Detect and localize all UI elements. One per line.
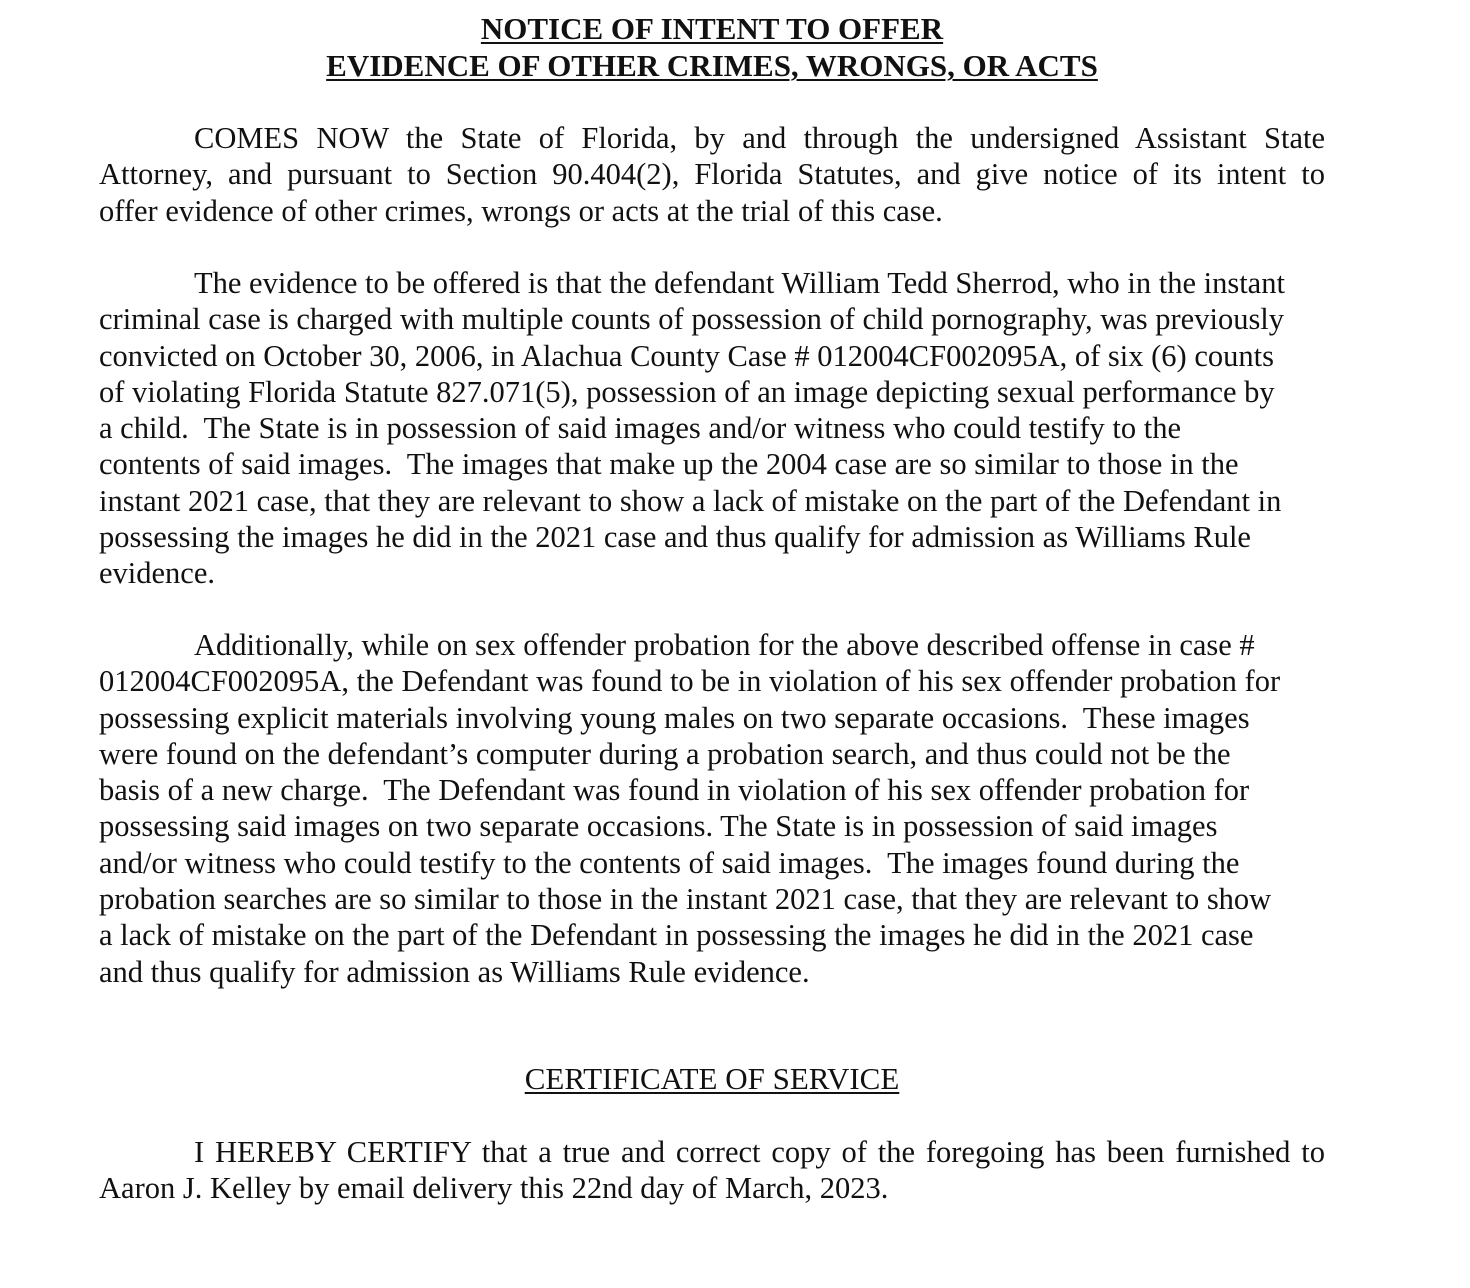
paragraph-line: possessing said images on two separate occasions. The State is in possession of said images xyxy=(99,809,1218,844)
paragraph-line: of violating Florida Statute 827.071(5), possession of an image depicting sexual performance by xyxy=(99,374,1275,409)
document-title xyxy=(0,10,1424,84)
paragraph-line: were found on the defendant’s computer during a probation search, and thus could not be the xyxy=(99,736,1231,771)
paragraph-line: Attorney, and pursuant to Section 90.404(2), Florida Statutes, and give notice of its intent to xyxy=(99,157,1325,192)
title-line-2: EVIDENCE OF OTHER CRIMES, WRONGS, OR ACTS xyxy=(326,48,1098,83)
paragraph-line: contents of said images. The images that make up the 2004 case are so similar to those in the xyxy=(99,447,1239,482)
paragraph-line: instant 2021 case, that they are relevant to show a lack of mistake on the part of the Defendant in xyxy=(99,483,1282,518)
paragraph-line: criminal case is charged with multiple counts of possession of child pornography, was previously xyxy=(99,302,1285,337)
paragraph-line: Aaron J. Kelley by email delivery this 22nd day of March, 2023. xyxy=(99,1171,889,1206)
paragraph-line: possessing explicit materials involving young males on two separate occasions. These images xyxy=(99,700,1250,735)
additional-paragraph xyxy=(99,627,1349,990)
paragraph-line: and thus qualify for admission as Williams Rule evidence. xyxy=(99,954,810,989)
evidence-paragraph xyxy=(99,265,1349,592)
title-line-1: NOTICE OF INTENT TO OFFER xyxy=(480,11,944,46)
paragraph-line: 012004CF002095A, the Defendant was found to be in violation of his sex offender probation for xyxy=(99,664,1281,699)
paragraph-line: and/or witness who could testify to the contents of said images. The images found during the xyxy=(99,845,1240,880)
paragraph-line: COMES NOW the State of Florida, by and through the undersigned Assistant State xyxy=(194,121,1325,155)
certificate-heading xyxy=(0,1060,1424,1097)
paragraph-line: basis of a new charge. The Defendant was found in violation of his sex offender probation for xyxy=(99,773,1250,808)
paragraph-line: I HEREBY CERTIFY that a true and correct copy of the foregoing has been furnished to xyxy=(194,1135,1325,1169)
paragraph-line: Additionally, while on sex offender probation for the above described offense in case # xyxy=(194,628,1255,662)
intro-paragraph xyxy=(99,120,1325,229)
paragraph-line: evidence. xyxy=(99,556,215,591)
paragraph-line: a lack of mistake on the part of the Defendant in possessing the images he did in the 2021 case xyxy=(99,918,1254,953)
paragraph-line: possessing the images he did in the 2021 case and thus qualify for admission as Williams Rule xyxy=(99,520,1251,555)
paragraph-line: a child. The State is in possession of said images and/or witness who could testify to the xyxy=(99,411,1182,446)
paragraph-line: probation searches are so similar to those in the instant 2021 case, that they are relevant to show xyxy=(99,882,1272,917)
paragraph-line: The evidence to be offered is that the defendant William Tedd Sherrod, who in the instant xyxy=(194,266,1285,300)
certificate-heading-text: CERTIFICATE OF SERVICE xyxy=(524,1061,900,1096)
paragraph-line: convicted on October 30, 2006, in Alachua County Case # 012004CF002095A, of six (6) counts xyxy=(99,338,1274,373)
certificate-paragraph xyxy=(99,1134,1325,1207)
paragraph-line: offer evidence of other crimes, wrongs or acts at the trial of this case. xyxy=(99,193,943,228)
